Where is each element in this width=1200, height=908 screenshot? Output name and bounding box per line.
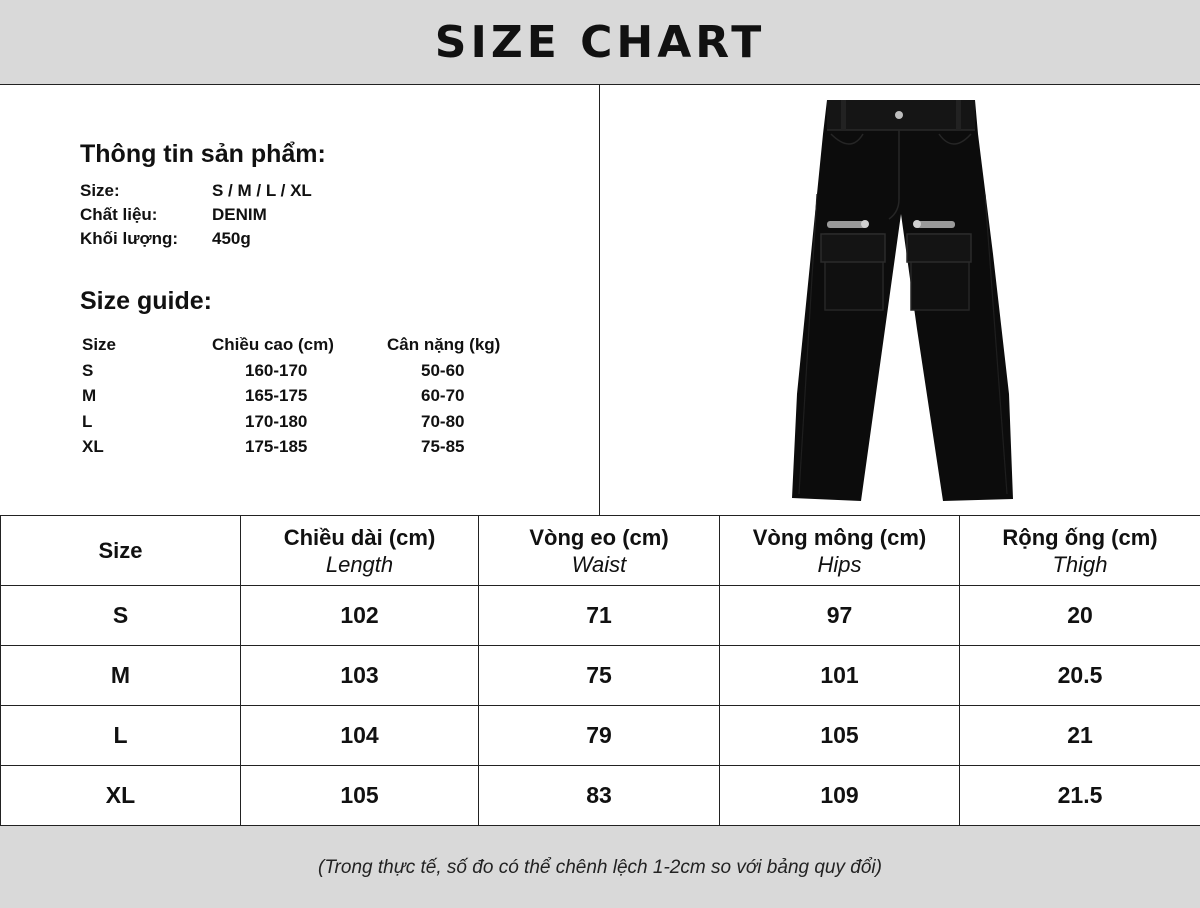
table-cell: 21 — [960, 706, 1200, 766]
size-guide-cell: L — [82, 411, 93, 431]
table-header-row — [1, 516, 1200, 586]
size-guide-cell: 160-170 — [245, 360, 308, 380]
size-guide-header: Cân nặng (kg) — [387, 335, 501, 354]
header-vi: Vòng eo (cm) — [529, 524, 669, 550]
table-cell: 75 — [479, 646, 720, 706]
size-guide-header: Size — [82, 335, 117, 354]
header-vi: Vòng mông (cm) — [752, 524, 927, 550]
spec-value: S / M / L / XL — [212, 181, 312, 200]
table-cell: 109 — [720, 766, 960, 826]
table-header-cell — [960, 516, 1200, 586]
table-header-cell — [1, 516, 241, 586]
spec-label: Size: — [80, 181, 120, 200]
table-header-cell — [720, 516, 960, 586]
size-guide-cell: 75-85 — [421, 437, 465, 456]
footer-band — [0, 825, 1200, 908]
table-header-cell — [479, 516, 720, 586]
page-title: SIZE CHART — [434, 16, 766, 68]
size-guide-cell: S — [82, 360, 94, 380]
spec-row — [80, 229, 312, 253]
header-vi: Size — [98, 538, 143, 563]
size-guide-cell: 165-175 — [245, 386, 308, 405]
product-info-title: Thông tin sản phẩm: — [80, 140, 326, 168]
table-cell: 101 — [720, 646, 960, 706]
table-row — [1, 646, 1200, 706]
table-row — [1, 586, 1200, 646]
size-guide-cell: M — [82, 386, 97, 405]
table-cell: 21.5 — [960, 766, 1200, 826]
table-cell: 71 — [479, 586, 720, 646]
header-vi: Chiều dài (cm) — [283, 524, 436, 550]
product-spec-list — [80, 181, 312, 253]
header-vi: Rộng ống (cm) — [1002, 524, 1158, 550]
size-guide-cell: 170-180 — [245, 411, 308, 431]
table-cell: XL — [1, 766, 241, 826]
spec-value: DENIM — [212, 205, 267, 224]
header-en: Hips — [817, 551, 862, 577]
spec-row — [80, 205, 312, 229]
size-guide-cell: 50-60 — [421, 360, 465, 380]
table-cell: 83 — [479, 766, 720, 826]
black-cargo-jeans-image — [781, 94, 1021, 506]
table-cell: 20 — [960, 586, 1200, 646]
table-cell: 103 — [241, 646, 479, 706]
table-cell: S — [1, 586, 241, 646]
size-guide-cell: XL — [82, 437, 104, 456]
table-row — [1, 766, 1200, 826]
size-guide-row — [82, 361, 537, 387]
table-row — [1, 706, 1200, 766]
footer-note: (Trong thực tế, số đo có thể chênh lệch 1-2cm so với bảng quy đổi) — [318, 857, 882, 878]
product-info-panel — [0, 85, 600, 515]
table-header-cell — [241, 516, 479, 586]
header-en: Length — [325, 551, 394, 577]
table-cell: 105 — [720, 706, 960, 766]
spec-label: Chất liệu: — [80, 205, 158, 224]
size-guide-row — [82, 412, 537, 438]
table-cell: 104 — [241, 706, 479, 766]
spec-value: 450g — [212, 229, 251, 248]
table-cell: 105 — [241, 766, 479, 826]
header-en: Thigh — [1052, 551, 1108, 577]
size-measurement-table — [0, 515, 1200, 826]
product-photo — [602, 86, 1200, 514]
table-cell: 97 — [720, 586, 960, 646]
size-guide-cell: 175-185 — [245, 437, 308, 456]
size-guide-cell: 70-80 — [421, 411, 465, 431]
size-guide-cell: 60-70 — [421, 386, 465, 405]
size-guide-table — [82, 335, 537, 463]
header-en: Waist — [571, 551, 627, 577]
spec-label: Khối lượng: — [80, 229, 179, 248]
header-band — [0, 0, 1200, 85]
size-guide-header-row — [82, 335, 537, 361]
table-cell: L — [1, 706, 241, 766]
size-guide-row — [82, 437, 537, 463]
table-cell: 20.5 — [960, 646, 1200, 706]
table-cell: 102 — [241, 586, 479, 646]
size-guide-title: Size guide: — [80, 287, 212, 315]
spec-row — [80, 181, 312, 205]
table-cell: 79 — [479, 706, 720, 766]
size-guide-row — [82, 386, 537, 412]
size-guide-header: Chiều cao (cm) — [212, 335, 334, 354]
table-cell: M — [1, 646, 241, 706]
